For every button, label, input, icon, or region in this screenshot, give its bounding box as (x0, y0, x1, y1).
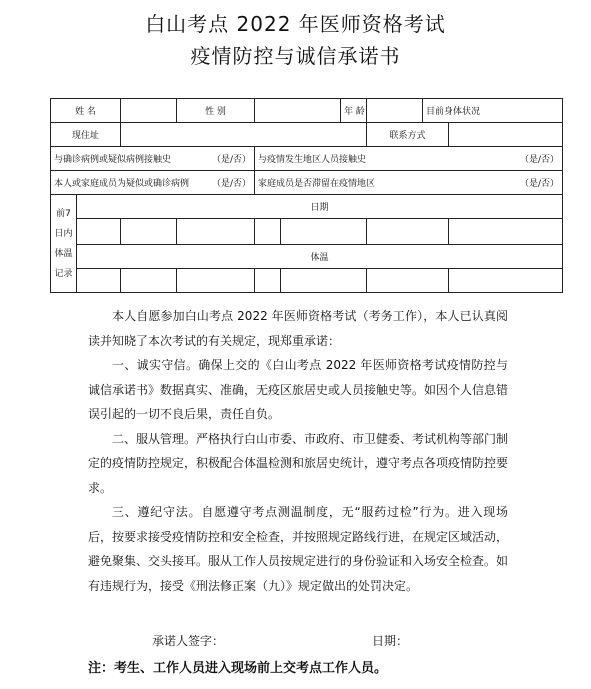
yes-no-2: （是/否） (519, 155, 560, 165)
temp-cell-7[interactable] (449, 269, 563, 293)
pledge-item-1: 一、诚实守信。确保上交的《白山考点 2022 年医师资格考试疫情防控与诚信承诺书》数据真实、准确，无疫区旅居史或人员接触史等。如因个人信息错误引起的一切不良后果，责任自负。 (88, 358, 509, 421)
age-field[interactable] (367, 99, 423, 123)
date-cell-1[interactable] (77, 219, 121, 245)
date-header: 日期 (77, 195, 563, 219)
contact-field[interactable] (449, 123, 563, 147)
temp-cell-1[interactable] (77, 269, 121, 293)
pledge-body (88, 304, 508, 598)
question-1-text: 与确诊病例或疑似病例接触史 (54, 155, 172, 165)
date-cell-2[interactable] (121, 219, 177, 245)
temp-cell-5[interactable] (281, 269, 367, 293)
question-4 (255, 171, 563, 195)
pledge-item-2: 二、服从管理。严格执行白山市委、市政府、市卫健委、考试机构等部门制定的疫情防控规定，积极配合体温检测和旅居史统计，遵守考点各项疫情防控要求。 (88, 431, 509, 495)
yes-no-1: （是/否） (211, 155, 251, 165)
address-label: 现住址 (51, 123, 121, 147)
pledge-intro: 本人自愿参加白山考点 2022 年医师资格考试（考务工作），本人已认真阅读并知晓了本次考试的有关规定，现郑重承诺： (88, 309, 508, 348)
question-4-text: 家庭成员是否滞留在疫情地区 (258, 179, 376, 189)
gender-label: 性 别 (177, 99, 255, 123)
question-1 (51, 147, 255, 171)
date-cell-3[interactable] (177, 219, 255, 245)
date-cell-4[interactable] (255, 219, 281, 245)
gender-field[interactable] (255, 99, 341, 123)
yes-no-4: （是/否） (519, 179, 560, 189)
question-3 (51, 171, 255, 195)
temp-cell-6[interactable] (367, 269, 449, 293)
address-field[interactable] (121, 123, 367, 147)
name-field[interactable] (121, 99, 177, 123)
question-2-text: 与疫情发生地区人员接触史 (258, 155, 367, 165)
date-cell-7[interactable] (449, 219, 563, 245)
signer-label: 承诺人签字： (152, 634, 225, 648)
temp-cell-2[interactable] (121, 269, 177, 293)
footer-note: 注：考生、工作人员进入现场前上交考点工作人员。 (88, 661, 388, 676)
title-line-1: 白山考点 2022 年医师资格考试 (145, 12, 446, 36)
health-label: 目前身体状况 (423, 99, 563, 123)
temperature-header: 体温 (77, 245, 563, 269)
title-line-2: 疫情防控与诚信承诺书 (190, 44, 401, 68)
age-label: 年 龄 (341, 99, 367, 123)
pledge-item-3: 三、遵纪守法。自愿遵守考点测温制度，无“服药过检”行为。进入现场后，按要求接受疫情防控和安全检查，并按照规定路线行进，在规定区域活动，避免聚集、交头接耳。服从工作人员按规定进行的身份验证和入场安全检查。如有违规行为，接受《刑法修正案（九）》规定做出的处罚决定。 (88, 505, 509, 593)
temp-cell-4[interactable] (255, 269, 281, 293)
question-3-text: 本人或家庭成员为疑似或确诊病例 (54, 179, 190, 189)
sign-date-label: 日期： (372, 634, 409, 648)
contact-label: 联系方式 (367, 123, 449, 147)
name-label: 姓 名 (51, 99, 121, 123)
temperature-record-label: 前7日内体温记录 (51, 195, 77, 293)
info-form-table (50, 98, 563, 293)
yes-no-3: （是/否） (211, 179, 251, 189)
date-cell-5[interactable] (281, 219, 367, 245)
question-2 (255, 147, 563, 171)
temp-cell-3[interactable] (177, 269, 255, 293)
date-cell-6[interactable] (367, 219, 449, 245)
